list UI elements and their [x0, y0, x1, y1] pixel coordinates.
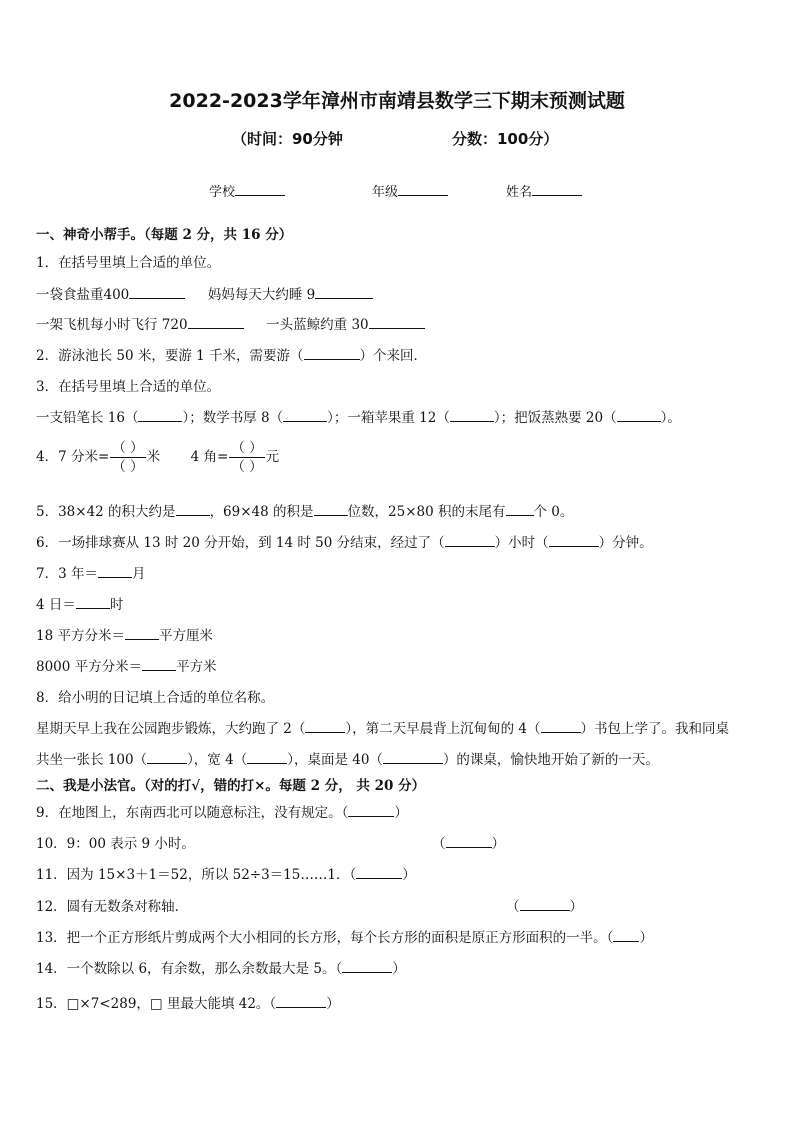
time-label: （时间：90分钟: [232, 130, 343, 148]
q8-line1: [36, 717, 729, 737]
q5-c-text: 位数，25×80 积的末尾有: [347, 504, 506, 520]
q13-post: ）: [639, 930, 653, 946]
q5-a-text: 5．38×42 的积大约是: [36, 504, 176, 520]
section1-title: 一、神奇小帮手。（每题 2 分，共 16 分）: [36, 227, 293, 243]
name-blank[interactable]: [532, 181, 582, 196]
q7-b-text: 4 日＝: [36, 597, 76, 613]
q14: [36, 957, 406, 977]
q3-stem: 3．在括号里填上合适的单位。: [36, 379, 221, 395]
q2-text: 2．游泳池长 50 米，要游 1 千米，需要游（: [36, 348, 304, 364]
q7-a-text: 7．3 年＝: [36, 566, 98, 582]
q3-b-text: ）；数学书厚 8（: [182, 410, 284, 426]
q3-end: ）。: [660, 410, 681, 426]
q3-c-blank[interactable]: [450, 407, 494, 422]
q1-a-text: 一袋食盐重400: [36, 287, 130, 303]
q14-text: 14．一个数除以 6，有余数，那么余数最大是 5。（: [36, 961, 343, 977]
q2: [36, 344, 427, 364]
q12-paren-r: ）: [569, 899, 583, 915]
q8-l2a: 共坐一张长 100（: [36, 752, 148, 768]
q4-b-unit: 元: [265, 449, 280, 465]
q3-a-text: 一支铅笔长 16（: [36, 410, 139, 426]
q6-a-blank[interactable]: [445, 532, 495, 547]
q1-row2: [36, 313, 425, 333]
q11-text: 11．因为 15×3＋1＝52，所以 52÷3＝15……1．（: [36, 867, 357, 883]
q4-a-text: 4．7 分米=: [36, 449, 110, 465]
q10-paren-l: （: [432, 836, 446, 852]
q4-a-unit: 米: [146, 449, 161, 465]
q6-a-text: 6．一场排球赛从 13 时 20 分开始，到 14 时 50 分结束，经过了（: [36, 535, 445, 551]
q9-post: ）: [394, 805, 408, 821]
q7-d-blank[interactable]: [142, 656, 176, 671]
q10-blank[interactable]: [446, 833, 492, 848]
q3-b-blank[interactable]: [283, 407, 327, 422]
q9: [36, 801, 408, 821]
school-blank[interactable]: [235, 181, 285, 196]
q2-post: ）个来回．: [359, 348, 428, 364]
q4-b-fraction: [229, 440, 264, 475]
q6-b-text: ）小时（: [494, 535, 549, 551]
q6: [36, 531, 653, 551]
q12-blank[interactable]: [520, 896, 570, 911]
grade-field: [372, 181, 448, 200]
q15-blank[interactable]: [276, 993, 326, 1008]
q13-blank[interactable]: [613, 927, 639, 942]
q5-b-blank[interactable]: [314, 501, 348, 516]
q10-paren-r: ）: [491, 836, 505, 852]
q7-a: [36, 562, 145, 582]
name-field: [506, 181, 582, 200]
q5: [36, 500, 573, 520]
q1-d-text: 一头蓝鲸约重 30: [266, 317, 369, 333]
q11-blank[interactable]: [356, 864, 402, 879]
q8-l2d: ）的课桌，愉快地开始了新的一天。: [442, 752, 659, 768]
q11: [36, 863, 416, 883]
q1-c-text: 一架飞机每小时飞行 720: [36, 317, 188, 333]
q4-a-fraction: [110, 440, 145, 475]
q13: [36, 926, 653, 946]
q8-stem: 8．给小明的日记填上合适的单位名称。: [36, 690, 275, 706]
q12-answer: [506, 895, 583, 915]
school-field: [209, 181, 285, 200]
q3-row: [36, 406, 681, 426]
q1-c-blank[interactable]: [188, 314, 244, 329]
q10-answer: [432, 832, 505, 852]
q7-c-unit: 平方厘米: [158, 628, 213, 644]
q6-c-text: ）分钟。: [598, 535, 653, 551]
q7-a-blank[interactable]: [98, 563, 132, 578]
q8-blank-5[interactable]: [383, 749, 443, 764]
q14-blank[interactable]: [342, 958, 392, 973]
q8-blank-4[interactable]: [247, 749, 287, 764]
q1-b-blank[interactable]: [315, 284, 373, 299]
q10: 10．9：00 表示 9 小时。: [36, 836, 195, 852]
q5-a-blank[interactable]: [176, 501, 210, 516]
q8-line2: [36, 748, 659, 768]
q4-a-numerator[interactable]: （ ）: [112, 440, 144, 456]
q1-stem: 1．在括号里填上合适的单位。: [36, 255, 221, 271]
q12: 12．圆有无数条对称轴．: [36, 899, 189, 915]
q12-paren-l: （: [506, 899, 520, 915]
q1-a-blank[interactable]: [129, 284, 185, 299]
q8-l2c: ），桌面是 40（: [287, 752, 383, 768]
q7-d: [36, 655, 217, 675]
q8-blank-3[interactable]: [147, 749, 187, 764]
q14-post: ）: [392, 961, 406, 977]
q7-d-unit: 平方米: [176, 659, 217, 675]
q1-b-text: 妈妈每天大约睡 9: [207, 287, 316, 303]
q4-b-denominator[interactable]: （ ）: [231, 459, 263, 475]
q7-b-unit: 时: [109, 597, 124, 613]
q7-a-unit: 月: [131, 566, 146, 582]
q6-b-blank[interactable]: [549, 532, 599, 547]
q8-l1a: 星期天早上我在公园跑步锻炼，大约跑了 2（: [36, 721, 306, 737]
q7-c-text: 18 平方分米＝: [36, 628, 125, 644]
q7-c-blank[interactable]: [125, 625, 159, 640]
q15-text: 15．□×7<289，□ 里最大能填 42。（: [36, 996, 277, 1012]
q3-d-blank[interactable]: [617, 407, 661, 422]
school-label: 学校: [209, 185, 236, 200]
q5-d-text: 个 0。: [533, 504, 574, 520]
q15: [36, 992, 340, 1012]
q4: [36, 440, 279, 475]
q2-blank[interactable]: [304, 345, 360, 360]
q15-post: ）: [326, 996, 340, 1012]
q5-b-text: ，69×48 的积是: [209, 504, 314, 520]
q4-b-numerator[interactable]: （ ）: [231, 440, 263, 456]
q9-blank[interactable]: [348, 802, 394, 817]
q5-c-blank[interactable]: [506, 501, 534, 516]
q3-a-blank[interactable]: [138, 407, 182, 422]
q8-l2b: ），宽 4（: [187, 752, 248, 768]
name-label: 姓名: [506, 185, 533, 200]
q1-row1: [36, 283, 373, 303]
q11-post: ）: [402, 867, 416, 883]
q8-blank-1[interactable]: [305, 718, 345, 733]
q7-b: [36, 593, 123, 613]
q8-l1c: ）书包上学了。我和同桌: [580, 721, 730, 737]
score-label: 分数：100分）: [452, 130, 559, 148]
page-title: 2022-2023学年漳州市南靖县数学三下期末预测试题: [169, 90, 625, 112]
grade-blank[interactable]: [398, 181, 448, 196]
q4-a-denominator[interactable]: （ ）: [112, 459, 144, 475]
q1-d-blank[interactable]: [369, 314, 425, 329]
q8-l1b: ），第二天早晨背上沉甸甸的 4（: [345, 721, 541, 737]
q3-c-text: ）；一箱苹果重 12（: [327, 410, 450, 426]
q7-c: [36, 624, 213, 644]
q13-text: 13．把一个正方形纸片剪成两个大小相同的长方形，每个长方形的面积是原正方形面积的一半。（: [36, 930, 614, 946]
section2-title: 二、我是小法官。（对的打√，错的打×。每题 2 分， 共 20 分）: [36, 778, 426, 794]
q8-blank-2[interactable]: [541, 718, 581, 733]
q4-b-text: 4 角=: [190, 449, 229, 465]
q9-text: 9．在地图上，东南西北可以随意标注，没有规定。（: [36, 805, 349, 821]
grade-label: 年级: [372, 185, 399, 200]
q3-d-text: ）；把饭蒸熟要 20（: [493, 410, 617, 426]
q7-b-blank[interactable]: [76, 594, 110, 609]
q7-d-text: 8000 平方分米＝: [36, 659, 143, 675]
